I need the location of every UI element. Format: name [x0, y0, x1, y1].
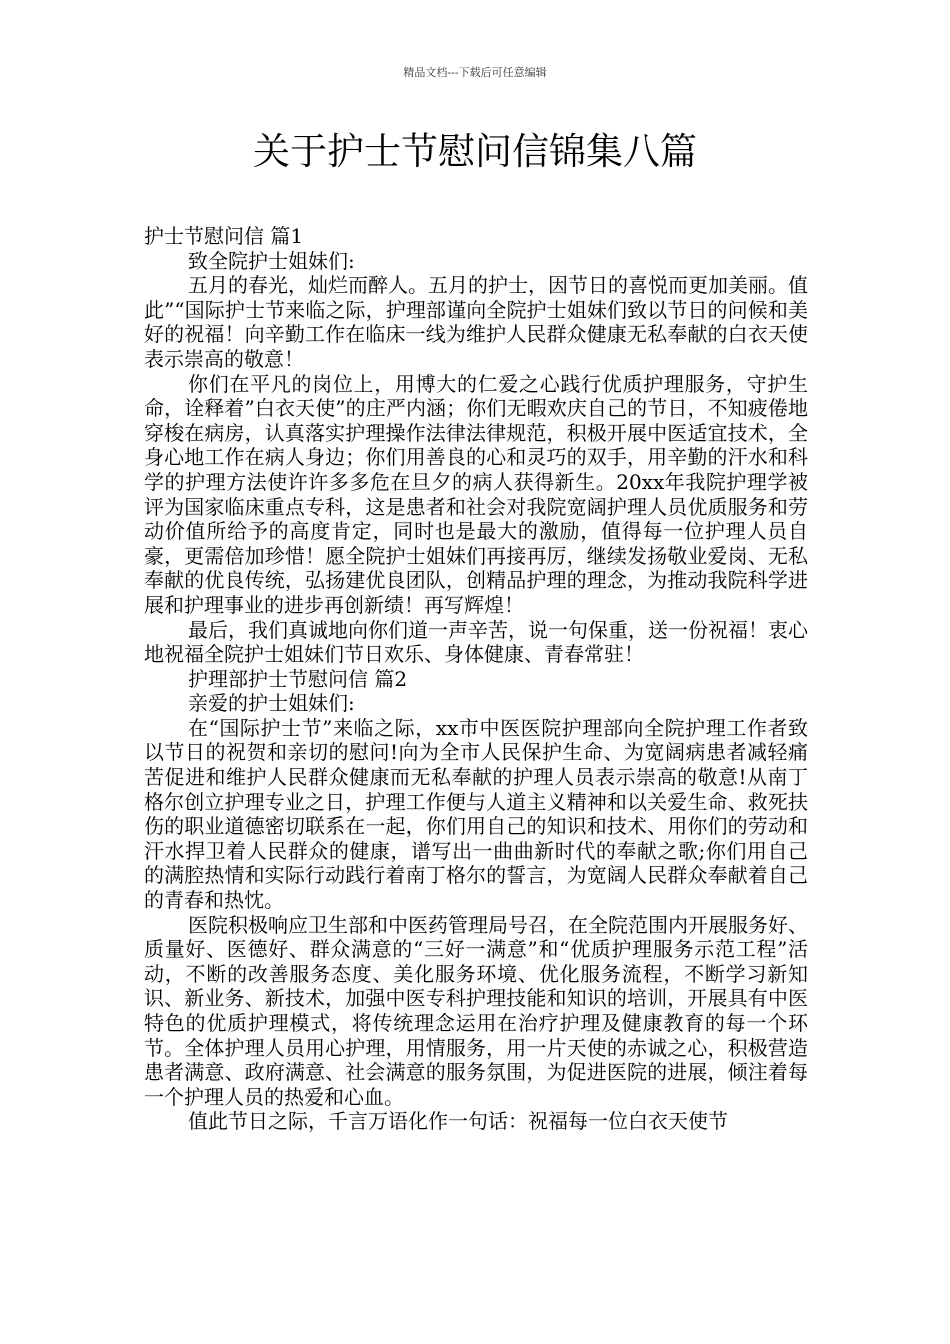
header-note: 精品文档---下载后可任意编辑	[403, 66, 547, 79]
document-body	[144, 224, 808, 1134]
document-title: 关于护士节慰问信锦集八篇	[253, 130, 697, 173]
paragraph: 值此节日之际，千言万语化作一句话：祝福每一位白衣天使节	[188, 1109, 728, 1134]
paragraph: 你们在平凡的岗位上，用博大的仁爱之心践行优质护理服务，守护生命，诠释着”白衣天使”的庄严内涵；你们无暇欢庆自己的节日，不知疲倦地穿梭在病房，认真落实护理操作法律法律规范，积极开展中医适宜技术，全身心地工作在病人身边；你们用善良的心和灵巧的双手，用辛勤的汗水和科学的护理方法使许许多多危在旦夕的病人获得新生。20xx年我院护理学被评为国家临床重点专科，这是患者和社会对我院宽阔护理人员优质服务和劳动价值所给予的高度肯定，同时也是最大的激励，值得每一位护理人员自豪，更需倍加珍惜！愿全院护士姐妹们再接再厉，继续发扬敬业爱岗、无私奉献的优良传统，弘扬建优良团队，创精品护理的理念，为推动我院科学进展和护理事业的进步再创新绩！再写辉煌！	[144, 371, 808, 617]
section-heading-2: 护理部护士节慰问信 篇2	[188, 666, 408, 691]
salutation-1: 致全院护士姐妹们:	[188, 248, 355, 273]
paragraph: 五月的春光，灿烂而醉人。五月的护士，因节日的喜悦而更加美丽。值此”“国际护士节来临之际，护理部谨向全院护士姐妹们致以节日的问候和美好的祝福！向辛勤工作在临床一线为维护人民群众健康无私奉献的白衣天使表示崇高的敬意！	[144, 273, 808, 371]
paragraph: 医院积极响应卫生部和中医药管理局号召，在全院范围内开展服务好、质量好、医德好、群众满意的“三好一满意”和“优质护理服务示范工程”活动，不断的改善服务态度、美化服务环境、优化服务流程，不断学习新知识、新业务、新技术，加强中医专科护理技能和知识的培训，开展具有中医特色的优质护理模式，将传统理念运用在治疗护理及健康教育的每一个环节。全体护理人员用心护理，用情服务，用一片天使的赤诚之心，积极营造患者满意、政府满意、社会满意的服务氛围，为促进医院的进展，倾注着每一个护理人员的热爱和心血。	[144, 912, 808, 1109]
paragraph: 在“国际护士节”来临之际，xx市中医医院护理部向全院护理工作者致以节日的祝贺和亲切的慰问!向为全市人民保护生命、为宽阔病患者减轻痛苦促进和维护人民群众健康而无私奉献的护理人员表示崇高的敬意!从南丁格尔创立护理专业之日，护理工作便与人道主义精神和以关爱生命、救死扶伤的职业道德密切联系在一起，你们用自己的知识和技术、用你们的劳动和汗水捍卫着人民群众的健康，谱写出一曲曲新时代的奉献之歌;你们用自己的满腔热情和实际行动践行着南丁格尔的誓言，为宽阔人民群众奉献着自己的青春和热忱。	[144, 715, 808, 913]
salutation-2: 亲爱的护士姐妹们:	[188, 691, 355, 716]
paragraph: 最后，我们真诚地向你们道一声辛苦，说一句保重，送一份祝福！衷心地祝福全院护士姐妹们节日欢乐、身体健康、青春常驻！	[144, 617, 808, 667]
section-heading-1: 护士节慰问信 篇1	[144, 224, 304, 248]
